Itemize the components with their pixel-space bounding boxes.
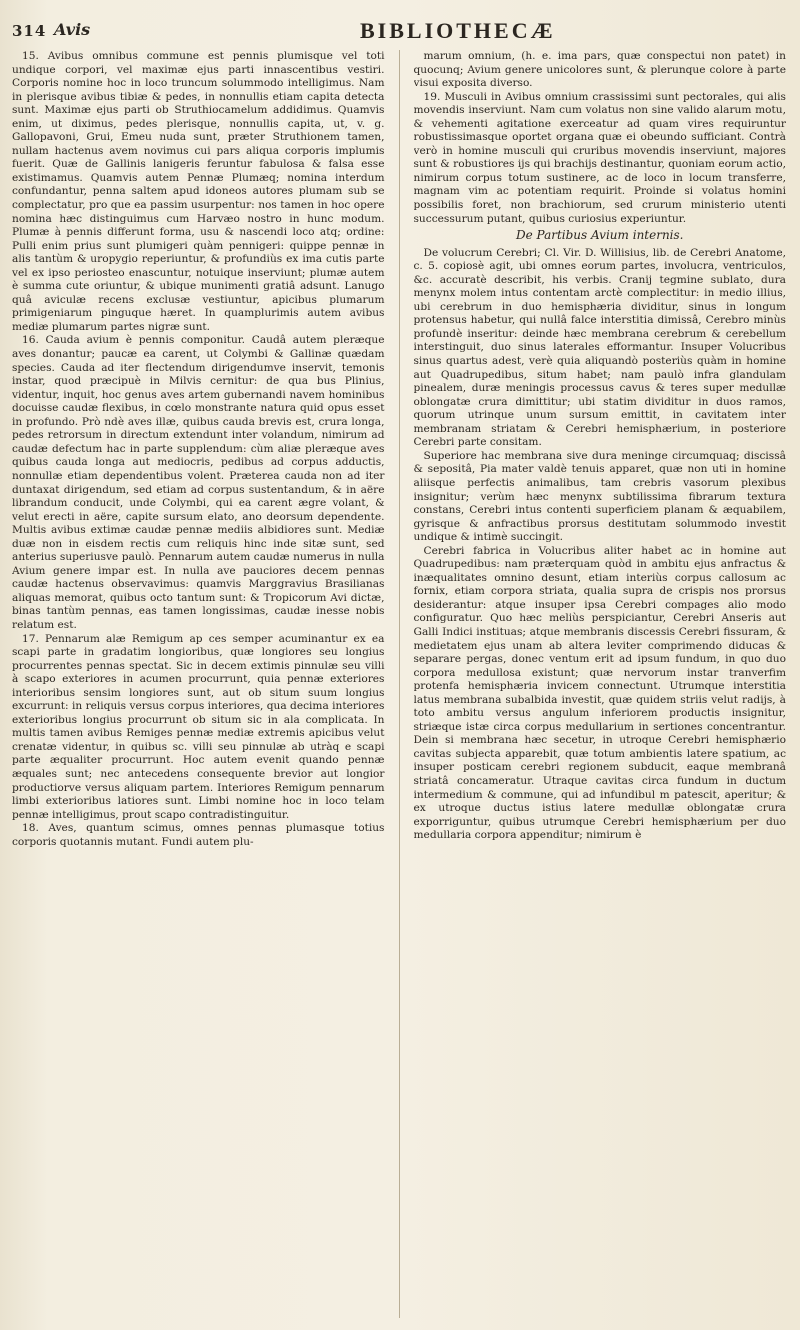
paragraph-cerebri-fabrica: Cerebri fabrica in Volucribus aliter habet ac in homine aut Quadrupedibus: nam præterquam quòd in ambitu ejus anfractus & inæqualitates omnino desunt, etiam interiùs corpus callosum ac fornix, etiam corpora striata, qualia supra de crispis nos prorsus desiderantur: atque insuper ipsa Cerebri compages alio modo configuratur. Quo hæc meliùs perspiciantur, Cerebri Anseris aut Galli Indici instituas; atque membranis discessis Cerebri fissuram, & medietatem ejus unam ab altera leviter comprimendo diducas & separare pergas, donec ventum erit ad ipsum fundum, in quo duo corpora medullosa existunt; quæ nervorum instar tranverfim protenfa hemisphæria invicem connectunt. Utrumque interstitia latus membrana subalbida investit, quæ quidem striis velut radijs, à toto ambitu versus angulum inferiorem productis insignitur, striæque istæ circa corpus medullarium in sertiones concentrantur. Dein si membrana hæc secetur, in utroque Cerebri hemisphærio cavitas subjecta apparebit, quæ totum ambientis latere spatium, ac insuper posticam cerebri regionem subducit, eaque membranâ striatâ concameratur. Utraque cavitas circa fundum in ductum intermedium & commune, qui ad infundibul m patescit, aperitur; & ex utroque ductus istius latere medullæ oblongatæ crura exporriguntur, quibus utrumque Cerebri hemisphærium per duo medullaria corpora appenditur; nimirum è — [413, 544, 786, 842]
paragraph-cerebrum: De volucrum Cerebri; Cl. Vir. D. Willisius, lib. de Cerebri Anatome, c. 5. copiosè agit, ubi omnes eorum partes, involucra, ventriculos, &c. accuratè describit, his verbis. Cranij tegmine sublato, dura menynx molem intus contentam arctè complectitur: in medio illius, ubi cerebrum in duo hemisphæria dividitur, sinus in longum protensus habetur, qui nullâ falce interstitia dimissâ, Cerebro minùs profundè inseritur: deinde hæc membrana cerebrum & cerebellum interstinguit, duo sinus laterales efformantur. Insuper Volucribus sinus quartus adest, verè quia aliquandò posteriùs quàm in homine aut Quadrupedibus, situm habet; nam paulò infra glandulam pinealem, duræ meningis processus cavus & teres super medullæ oblongatæ crura dimittitur; ubi statim dividitur in duos ramos, quorum utrinque unum sursum emittit, in cavitatem inter membranam striatam & Cerebri hemisphærium, in posteriore Cerebri parte consitam. — [413, 246, 786, 449]
paragraph-17: 17. Pennarum alæ Remigum ap ces semper acuminantur ex ea scapi parte in gradatim longioribus, quæ longiores seu longius procurrentes pennas spectat. Sic in decem extimis pinnulæ seu villi à scapo exteriores in acumen procurrunt, quia pennæ exteriores interioribus sensim longiores sunt, aut ob situm suum longius excurrunt: in reliquis versus corpus interiores, qua decima interiores exterioribus longius procurrunt ob situm sic in ala complicata. In multis tamen avibus Remiges pennæ mediæ extremis apicibus velut crenatæ videntur, in quibus sc. villi seu pinnulæ ab utràq e scapi parte æqualiter procurrunt. Hoc autem evenit quando pennæ æquales sunt; nec antecedens consequente brevior aut longior productiorve versus aliquam partem. Interiores Remigum pennarum limbi exterioribus latiores sunt. Limbi nomine hoc in loco telam pennæ intelligimus, prout scapo contradistinguitur. — [12, 632, 385, 821]
column-divider — [399, 50, 400, 1318]
left-column — [12, 50, 385, 1318]
section-subhead: De Partibus Avium internis. — [516, 228, 684, 243]
right-column — [414, 50, 787, 1318]
paragraph-18-continued: marum omnium, (h. e. ima pars, quæ conspectui non patet) in quocunq; Avium genere unicolores sunt, & plerunque colore à parte visui exposita diverso. — [413, 50, 786, 90]
paragraph-16: 16. Cauda avium è pennis componitur. Caudâ autem pleræque aves donantur; paucæ ea carent, ut Colymbi & Gallinæ quædam species. Cauda ad iter flectendum dirigendumve inservit, temonis instar, quod præcipuè in Milvis cernitur: de qua bus Plinius, videntur, inquit, hoc genus aves artem gubernandi navem hominibus docuisse caudæ flexibus, in cœlo monstrante natura quid opus esset in profundo. Prò ndè aves illæ, quibus cauda brevis est, crura longa, pedes retrorsum in directum extendunt inter volandum, nimirum ad caudæ defectum hac in parte supplendum: cùm aliæ pleræque aves quibus cauda longa aut mediocris, pedibus ad corpus adductis, nonnullæ etiam dependentibus volent. Præterea cauda non ad iter duntaxat dirigendum, sed etiam ad corpus sustentandum, & in aëre librandum conducit, unde Colymbi, qui ea carent ægre volant, & velut erecti in aëre, capite sursum elato, ano deorsum dependente. Multis avibus extimæ caudæ pennæ mediis albidiores sunt. Mediæ duæ non in eisdem rectis cum reliquis hinc inde sitæ sunt, sed anterius superiusve paulò. Pennarum autem caudæ numerus in nulla Avium genere impar est. In nulla ave pauciores decem pennas caudæ hactenus observavimus: quamvis Marggravius Brasilianas aliquas memorat, quibus octo tantum sunt: & Tropicorum Avi dictæ, binas tantùm pennas, eas tamen longissimas, caudæ inesse nobis relatum est. — [12, 334, 385, 631]
paragraph-15: 15. Avibus omnibus commune est pennis plumisque vel toti undique corpori, vel maximæ ejus parti innascentibus vestiri. Corporis nomine hoc in loco truncum solummodo intelligimus. Nam in plerisque avibus tibiæ & pedes, in nonnullis etiam capita detecta sunt. Maximæ ejus parti ob Struthiocamelum addidimus. Quamvis enim, ut diximus, pedes plerisque, nonnullis capita, ut, v. g. Gallopavoni, Grui, Emeu nuda sunt, præter Struthionem tamen, nullam hactenus avem novimus cui pars aliqua corporis implumis fuerit. Quæ de Gallinis lanigeris feruntur fabulosa & falsa esse existimamus. Quamvis autem Pennæ Plumæq; nomina interdum confundantur, penna saltem apud idoneos autores plumam sub se complectatur, pro que ea passim usurpentur: nos tamen in hoc opere nomina hæc distinguimus cum Harvæo nostro in hunc modum. Plumæ à pennis differunt forma, usu & nascendi loco atq; ordine: Pulli enim prius sunt plumigeri quàm pennigeri: quippe pennæ in alis tantùm & uropygio reperiuntur, & profundiùs ex ima cutis parte vel ex ipso periosteo enascuntur, notuique inserviunt; plumæ autem è summa cute oriuntur, & ubique munimenti gratiâ adsunt. Lanugo quâ aviculæ recens exclusæ vestiuntur, apicibus plumarum primigeniarum pinguque hæret. In quamplurimis autem avibus mediæ plumarum partes nigræ sunt. — [12, 50, 385, 333]
paragraph-pia-mater: Superiore hac membrana sive dura meninge circumquaq; discissâ & sepositâ, Pia mater valdè tenuis apparet, quæ non uti in homine aliisque perfectis animalibus, tam crebris vasorum plexibus insignitur; verùm hæc menynx subtilissima fibrarum textura constans, Cerebri intus contenti superficiem planam & æquabilem, gyrisque & anfractibus prorsus destitutam solummodo investit undique & intimè succingit. — [413, 449, 786, 544]
page-header — [0, 18, 800, 48]
page-number: 314 — [12, 22, 47, 40]
paragraph-18: 18. Aves, quantum scimus, omnes pennas plumasque totius corporis quotannis mutant. Fundi autem plu- — [12, 822, 385, 848]
paragraph-19: 19. Musculi in Avibus omnium crassissimi sunt pectorales, qui alis movendis inserviunt. Nam cum volatus non sine valido alarum motu, & vehementi agitatione exerceatur ad quam vires requiruntur robustissimasque oportet organa quæ ei obeundo sufficiant. Contrà verò in homine musculi qui cruribus movendis inserviunt, majores sunt & robustiores ijs qui brachijs destinantur, quoniam eorum actio, nimirum corpus totum sustinere, ac de loco in locum transferre, magnam vim ac potentiam requirit. Proinde si volatus homini possibilis foret, non brachiorum, sed crurum ministerio utenti successurum putant, quibus curiosius experiuntur. — [413, 90, 786, 225]
text-columns — [12, 50, 786, 1318]
catchword: Avis — [54, 20, 91, 39]
running-head: BIBLIOTHECÆ — [360, 18, 556, 43]
